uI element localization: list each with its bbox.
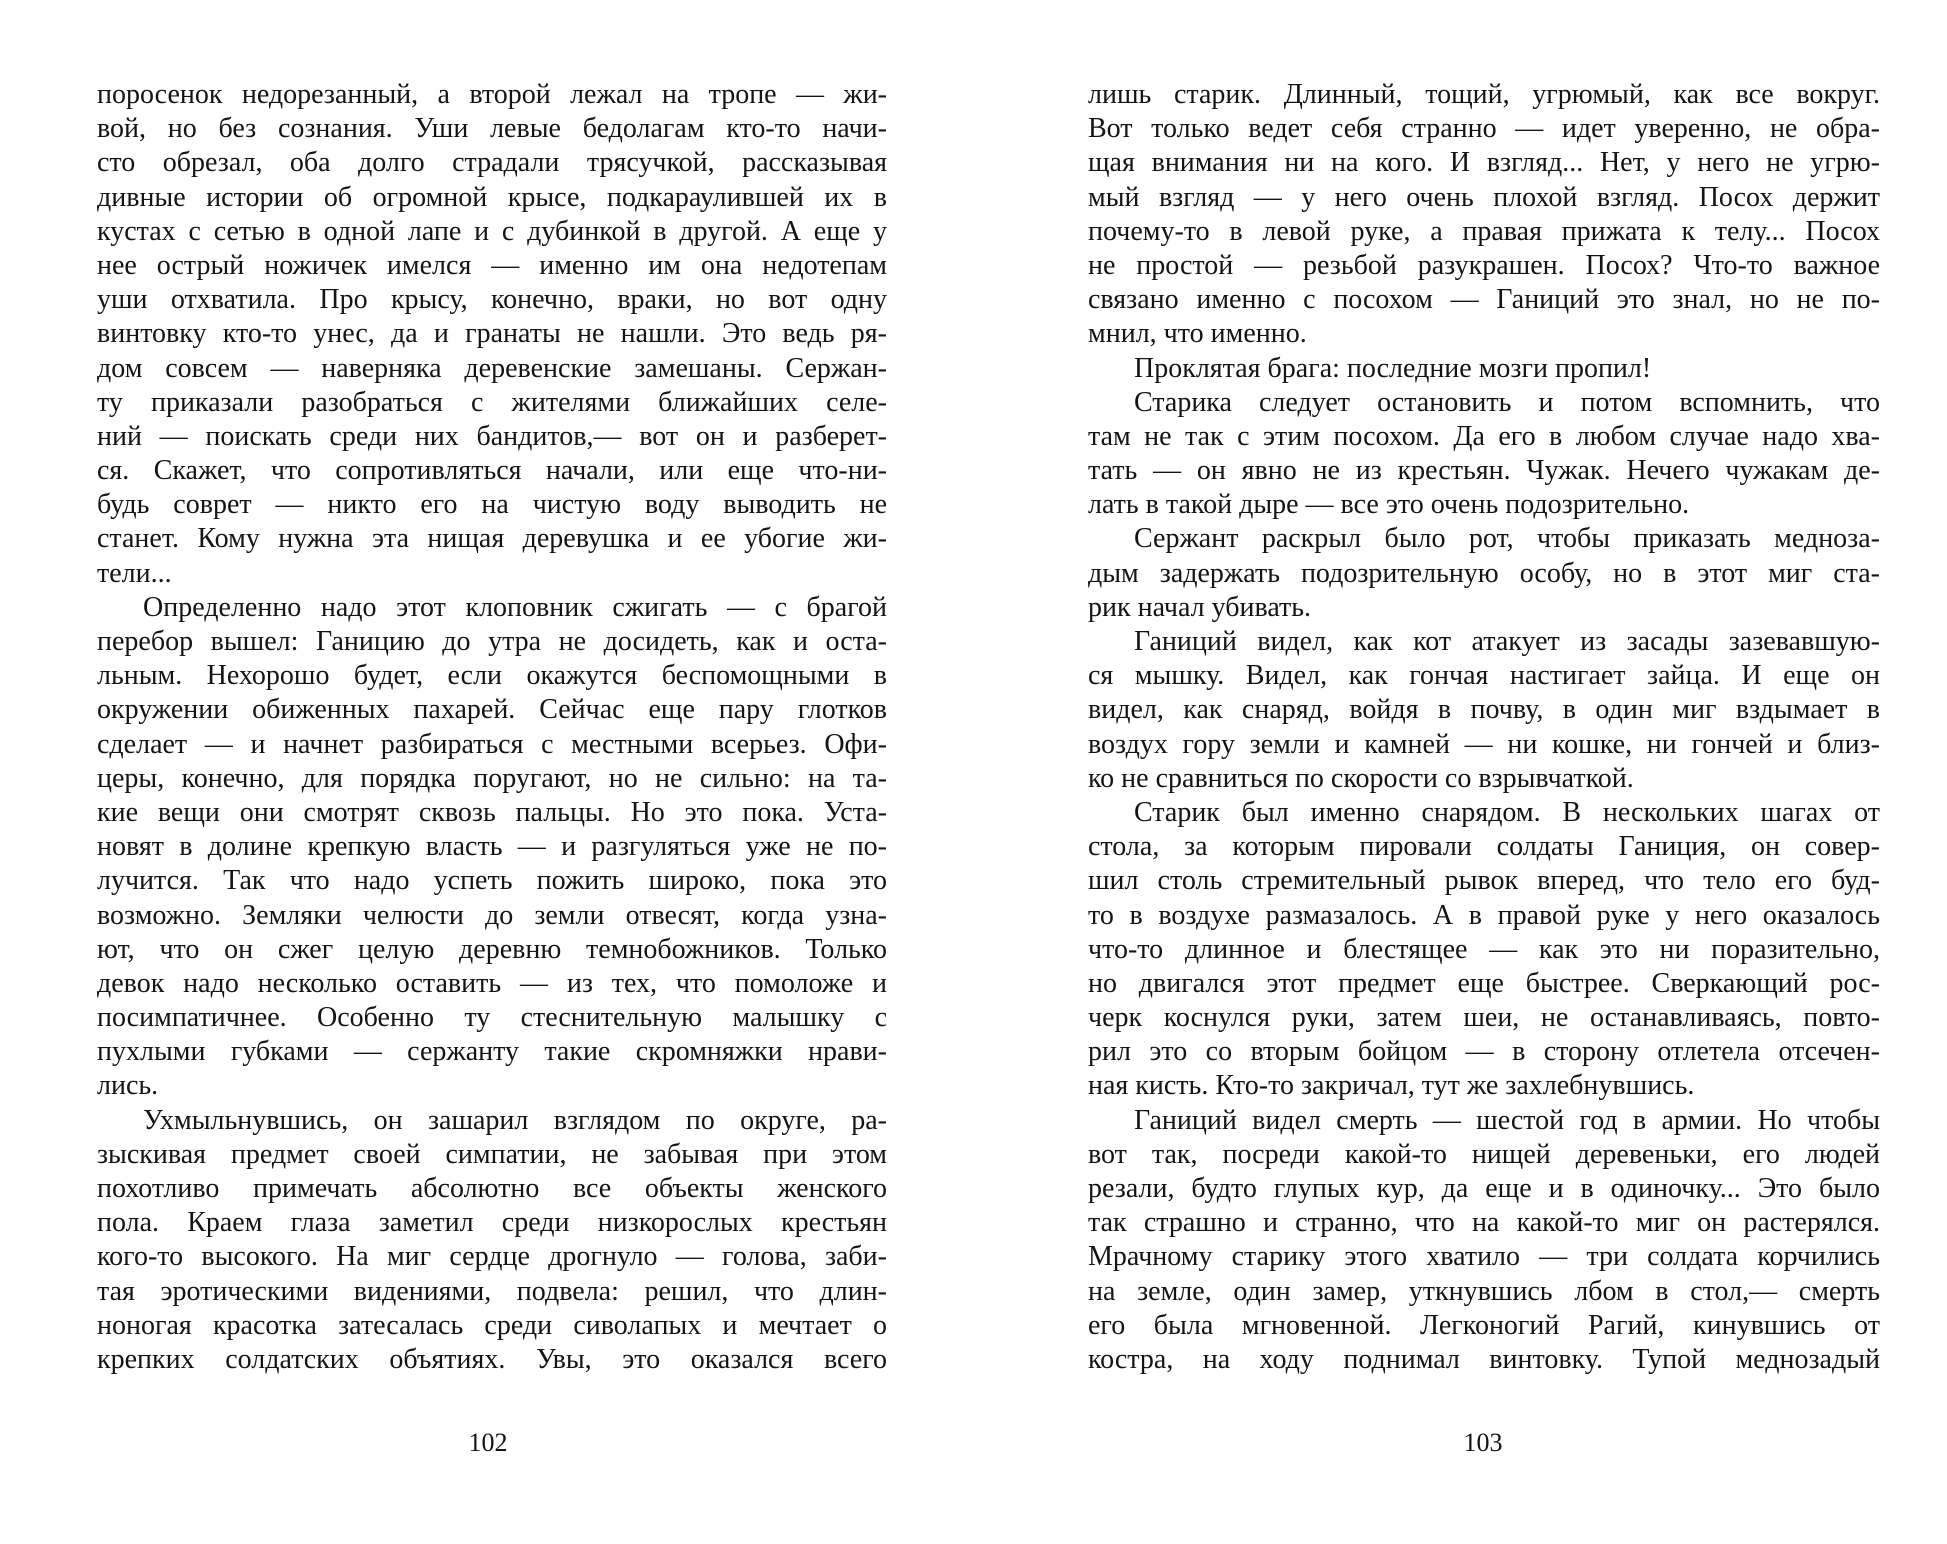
text-line: посимпатичнее. Особенно ту стеснительную малышку с <box>97 1002 887 1034</box>
text-line: мый взгляд — у него очень плохой взгляд. Посох держит <box>1088 181 1880 213</box>
text-line: ют, что он сжег целую деревню темнобожников. Только <box>97 933 887 965</box>
text-line: тая эротическими видениями, подвела: решил, что длин- <box>97 1275 887 1307</box>
text-line: на земле, один замер, уткнувшись лбом в стол,— смерть <box>1088 1275 1880 1307</box>
text-line: ся мышку. Видел, как гончая настигает зайца. И еще он <box>1088 660 1880 692</box>
text-line: Старик был именно снарядом. В нескольких шагах от <box>1134 796 1880 828</box>
text-line: стола, за которым пировали солдаты Ганиция, он совер- <box>1088 831 1880 863</box>
text-line: ная кисть. Кто-то закричал, тут же захлебнувшись. <box>1088 1070 1695 1102</box>
right-page-text <box>1088 78 1880 1377</box>
text-line: уши отхватила. Про крысу, конечно, враки, но вот одну <box>97 284 887 316</box>
text-line: резали, будто глупых кур, да еще и в одиночку... Это было <box>1088 1173 1880 1204</box>
text-line: почему-то в левой руке, а правая прижата к телу... Посох <box>1088 215 1880 247</box>
text-line: окружении обиженных пахарей. Сейчас еще пару глотков <box>97 694 887 726</box>
text-line: кустах с сетью в одной лапе и с дубинкой в другой. А еще у <box>97 215 887 247</box>
text-line: лишь старик. Длинный, тощий, угрюмый, как все вокруг. <box>1088 79 1880 110</box>
text-line: похотливо примечать абсолютно все объекты женского <box>97 1173 887 1204</box>
text-line: ся. Скажет, что сопротивляться начали, или еще что-ни- <box>97 455 887 487</box>
text-line: Ганиций видел, как кот атакует из засады зазевавшую- <box>1134 626 1880 657</box>
text-line: кие вещи они смотрят сквозь пальцы. Но это пока. Уста- <box>97 796 887 828</box>
text-line: Вот только ведет себя странно — идет уверенно, не обра- <box>1088 113 1880 145</box>
text-line: что-то длинное и блестящее — как это ни поразительно, <box>1088 933 1880 965</box>
text-line: пухлыми губками — сержанту такие скромняжки нрави- <box>97 1036 887 1068</box>
text-line: зыскивая предмет своей симпатии, не забывая при этом <box>97 1138 887 1170</box>
left-page-number: 102 <box>468 1428 508 1457</box>
text-line: шил столь стремительный рывок вперед, что тело его буд- <box>1088 865 1880 897</box>
text-line: тать — он явно не из крестьян. Чужак. Нечего чужакам де- <box>1088 455 1880 487</box>
text-line: дом совсем — наверняка деревенские замешаны. Сержан- <box>97 352 887 384</box>
text-line: вот так, посреди какой-то нищей деревеньки, его людей <box>1088 1138 1880 1170</box>
left-page-text <box>97 78 887 1377</box>
text-line: мнил, что именно. <box>1088 318 1307 350</box>
text-line: Проклятая брага: последние мозги пропил! <box>1134 352 1652 384</box>
text-line: рил это со вторым бойцом — в сторону отлетела отсечен- <box>1088 1036 1880 1068</box>
text-line: рик начал убивать. <box>1088 591 1312 623</box>
right-page-number: 103 <box>1463 1428 1503 1457</box>
text-line: Ганиций видел смерть — шестой год в армии. Но чтобы <box>1134 1104 1880 1136</box>
text-line: видел, как снаряд, войдя в почву, в один миг вздымает в <box>1088 694 1880 726</box>
text-line: крепких солдатских объятиях. Увы, это оказался всего <box>97 1343 887 1375</box>
text-line: связано именно с посохом — Ганиций это знал, но не по- <box>1088 284 1880 316</box>
text-line: нее острый ножичек имелся — именно им она недотепам <box>97 249 887 281</box>
text-line: возможно. Земляки челюсти до земли отвесят, когда узна- <box>97 899 887 931</box>
text-line: ноногая красотка затесалась среди сиволапых и мечтает о <box>97 1309 887 1341</box>
text-line: Старика следует остановить и потом вспомнить, что <box>1134 386 1880 418</box>
text-line: ко не сравниться по скорости со взрывчаткой. <box>1088 762 1634 794</box>
text-line: будь соврет — никто его на чистую воду выводить не <box>97 489 887 521</box>
right-page <box>1088 78 1880 1377</box>
text-line: воздух гору земли и камней — ни кошке, ни гончей и близ- <box>1088 728 1880 760</box>
text-line: перебор вышел: Ганицию до утра не досидеть, как и оста- <box>97 626 887 657</box>
text-line: сто обрезал, оба долго страдали трясучкой, рассказывая <box>97 147 887 179</box>
text-line: лать в такой дыре — все это очень подозрительно. <box>1088 489 1690 521</box>
text-line: новят в долине крепкую власть — и разгуляться уже не по- <box>97 831 887 863</box>
text-line: кого-то высокого. На миг сердце дрогнуло — голова, заби- <box>97 1241 887 1273</box>
text-line: не простой — резьбой разукрашен. Посох? Что-то важное <box>1088 249 1880 281</box>
text-line: поросенок недорезанный, а второй лежал на тропе — жи- <box>97 79 887 110</box>
text-line: костра, на ходу поднимал винтовку. Тупой меднoзадый <box>1088 1343 1880 1375</box>
text-line: вой, но без сознания. Уши левые бедолагам кто-то начи- <box>97 113 887 145</box>
text-line: Сержант раскрыл было рот, чтобы приказать меднoза- <box>1134 523 1880 555</box>
text-line: ту приказали разобраться с жителями ближайших селе- <box>97 386 887 418</box>
text-line: лись. <box>97 1070 159 1102</box>
text-line: там не так с этим посохом. Да его в любом случае надо хва- <box>1088 420 1880 452</box>
text-line: сделает — и начнет разбираться с местными всерьез. Офи- <box>97 728 887 760</box>
text-line: Ухмыльнувшись, он зашарил взглядом по округе, ра- <box>143 1104 887 1136</box>
text-line: лучится. Так что надо успеть пожить широко, пока это <box>97 865 887 897</box>
text-line: щая внимания ни на кого. И взгляд... Нет, у него не угрю- <box>1088 147 1880 179</box>
text-line: то в воздухе размазалось. А в правой руке у него оказалось <box>1088 899 1880 931</box>
left-page <box>97 78 887 1377</box>
text-line: черк коснулся руки, затем шеи, не останавливаясь, повто- <box>1088 1002 1880 1034</box>
text-line: так страшно и странно, что на какой-то миг он растерялся. <box>1088 1207 1880 1239</box>
text-line: станет. Кому нужна эта нищая деревушка и ее убогие жи- <box>97 523 887 555</box>
text-line: но двигался этот предмет еще быстрее. Сверкающий рос- <box>1088 967 1880 999</box>
text-line: его была мгновенной. Легконогий Рагий, кинувшись от <box>1088 1309 1880 1341</box>
text-line: Мрачному старику этого хватило — три солдата корчились <box>1088 1241 1880 1273</box>
text-line: девок надо несколько оставить — из тех, что помоложе и <box>97 967 887 999</box>
text-line: церы, конечно, для порядка поругают, но не сильно: на та- <box>97 762 887 794</box>
text-line: ний — поискать среди них бандитов,— вот он и разберет- <box>97 420 887 452</box>
text-line: пола. Краем глаза заметил среди низкорослых крестьян <box>97 1207 887 1239</box>
text-line: дым задержать подозрительную особу, но в этот миг ста- <box>1088 557 1880 589</box>
text-line: льным. Нехорошо будет, если окажутся беспомощными в <box>97 660 887 692</box>
text-line: тели... <box>97 557 172 589</box>
text-line: Определенно надо этот клоповник сжигать — с брагой <box>143 591 887 623</box>
text-line: дивные истории об огромной крысе, подкараулившей их в <box>97 181 887 213</box>
text-line: винтовку кто-то унес, да и гранаты не нашли. Это ведь ря- <box>97 318 887 350</box>
